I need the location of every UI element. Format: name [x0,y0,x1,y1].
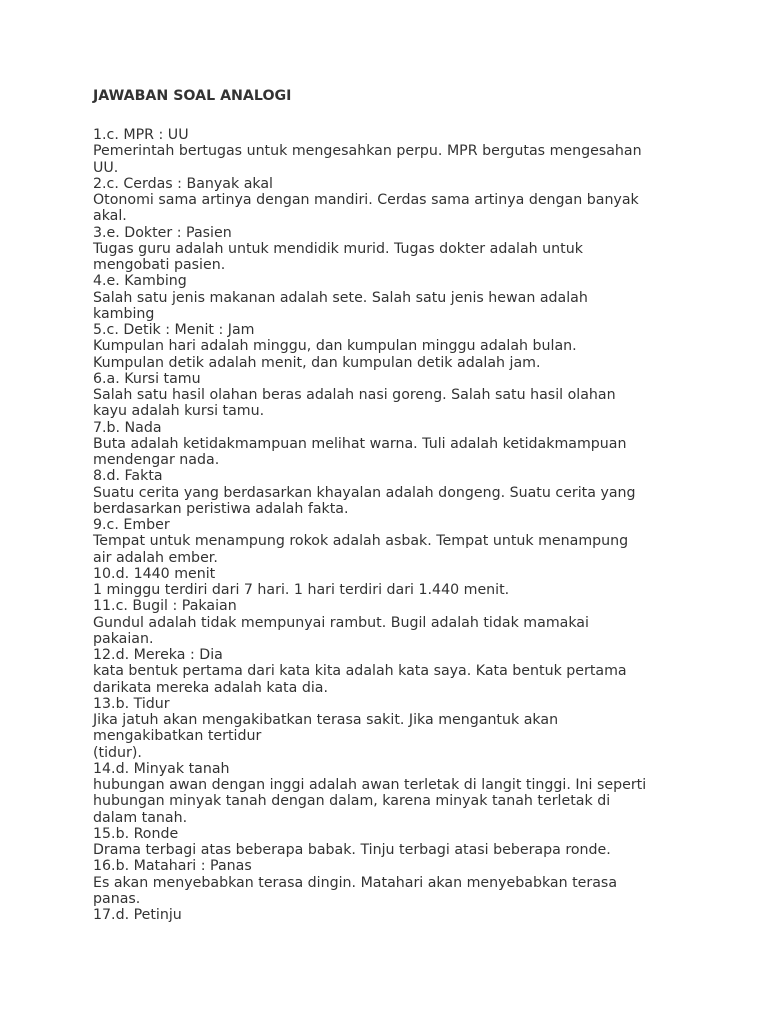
document-line: dalam tanah. [93,809,188,826]
document-line: 17.d. Petinju [93,907,182,923]
document-line: 5.c. Detik : Menit : Jam [93,322,255,338]
document-line: 6.a. Kursi tamu [93,370,201,387]
document-line: Kumpulan detik adalah menit, dan kumpulan detik adalah jam. [93,354,541,371]
document-line: berdasarkan peristiwa adalah fakta. [93,500,349,517]
document-line: Salah satu jenis makanan adalah sete. Salah satu jenis hewan adalah [93,289,588,306]
document-line: 16.b. Matahari : Panas [93,858,252,875]
document-line: Otonomi sama artinya dengan mandiri. Cerdas sama artinya dengan banyak [93,192,639,208]
document-line: kambing [93,305,155,322]
document-line: hubungan minyak tanah dengan dalam, karena minyak tanah terletak di [93,793,611,810]
document-line: 4.e. Kambing [93,273,187,290]
document-line: 7.b. Nada [93,419,162,436]
document-line: darikata mereka adalah kata dia. [93,679,328,696]
document-line: 10.d. 1440 menit [93,565,216,582]
document-line: hubungan awan dengan inggi adalah awan terletak di langit tinggi. Ini seperti [93,777,647,793]
document-line: Suatu cerita yang berdasarkan khayalan adalah dongeng. Suatu cerita yang [93,484,636,501]
document-line: 14.d. Minyak tanah [93,760,230,777]
document-line: kayu adalah kursi tamu. [93,403,265,420]
document-line: Tempat untuk menampung rokok adalah asbak. Tempat untuk menampung [93,533,629,550]
document-line: mengakibatkan tertidur [93,728,262,745]
document-line: 1 minggu terdiri dari 7 hari. 1 hari terdiri dari 1.440 menit. [93,582,510,598]
document-line: 15.b. Ronde [93,825,179,842]
document-line: Buta adalah ketidakmampuan melihat warna. Tuli adalah ketidakmampuan [93,435,627,452]
document-line: mendengar nada. [93,452,220,468]
document-line: Gundul adalah tidak mempunyai rambut. Bugil adalah tidak mamakai [93,614,589,631]
document-line: 12.d. Mereka : Dia [93,647,223,663]
document-line: kata bentuk pertama dari kata kita adalah kata saya. Kata bentuk pertama [93,663,627,680]
document-line: Pemerintah bertugas untuk mengesahkan perpu. MPR bergutas mengesahan [93,143,642,160]
document-title: JAWABAN SOAL ANALOGI [93,88,292,104]
document-line: Drama terbagi atas beberapa babak. Tinju terbagi atasi beberapa ronde. [93,842,611,858]
document-line: 11.c. Bugil : Pakaian [93,598,237,615]
document-line: 9.c. Ember [93,517,170,533]
document-line: mengobati pasien. [93,257,226,273]
document-line: akal. [93,208,127,225]
document-line: 8.d. Fakta [93,468,163,485]
document-line: UU. [93,159,119,176]
document-line: 1.c. MPR : UU [93,127,189,143]
document-line: pakaian. [93,630,154,647]
document-line: Jika jatuh akan mengakibatkan terasa sakit. Jika mengantuk akan [93,712,559,728]
document-line: (tidur). [93,744,142,761]
document-line: 3.e. Dokter : Pasien [93,224,232,241]
document-line: Es akan menyebabkan terasa dingin. Matahari akan menyebabkan terasa [93,874,618,891]
document-body [93,127,683,923]
document-page [93,86,683,923]
document-line: 2.c. Cerdas : Banyak akal [93,175,273,192]
document-line: panas. [93,890,141,907]
document-line: Tugas guru adalah untuk mendidik murid. Tugas dokter adalah untuk [93,240,583,257]
document-line: 13.b. Tidur [93,695,170,712]
document-line: Salah satu hasil olahan beras adalah nasi goreng. Salah satu hasil olahan [93,387,616,403]
document-line: air adalah ember. [93,549,218,566]
document-line: Kumpulan hari adalah minggu, dan kumpulan minggu adalah bulan. [93,338,577,355]
